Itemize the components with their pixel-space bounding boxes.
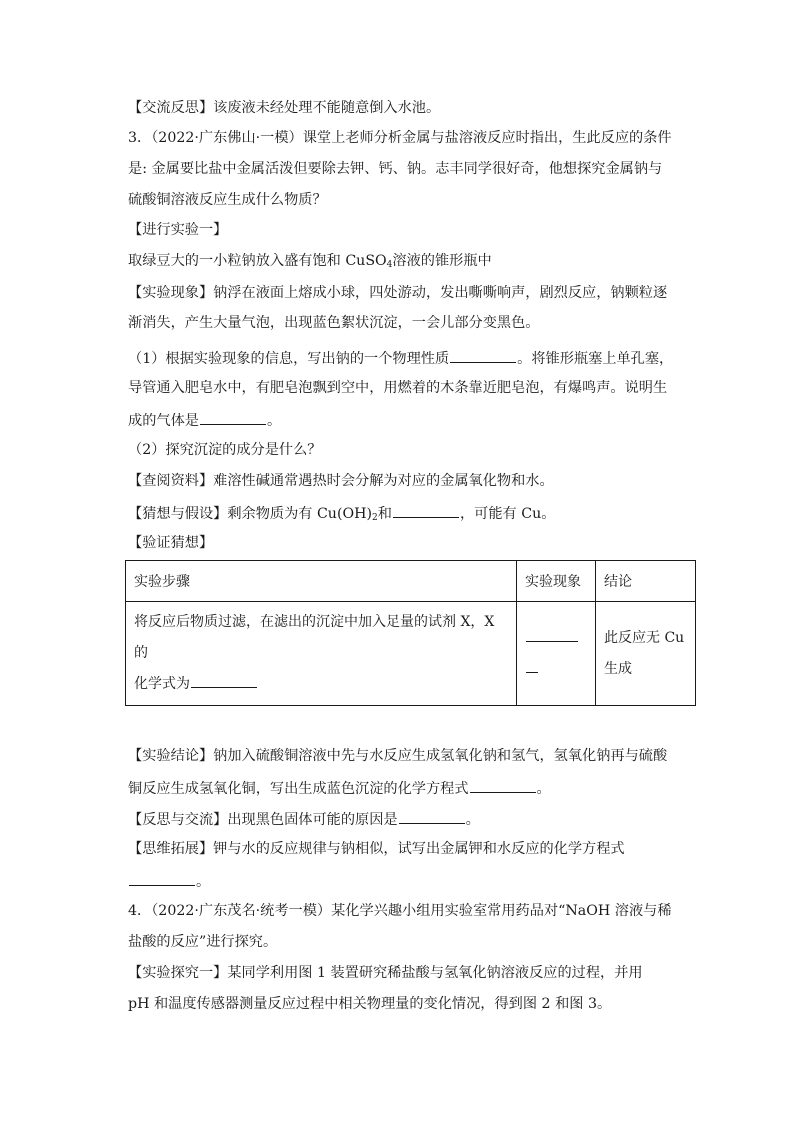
header-conclusion: 结论 <box>596 561 696 602</box>
header-phenomenon: 实验现象 <box>517 561 596 602</box>
phenomenon-cell <box>517 602 596 706</box>
gas-name-blank[interactable] <box>200 409 266 425</box>
conclusion-line-2: 铜反应生成氢氧化铜，写出生成蓝色沉淀的化学方程式 。 <box>128 777 551 799</box>
table-header-row <box>126 561 696 602</box>
hypothesis-blank[interactable] <box>393 502 459 518</box>
table-row <box>126 602 696 706</box>
reflection-line: 【反思与交流】出现黑色固体可能的原因是 。 <box>128 808 480 830</box>
phenomenon-blank[interactable] <box>526 626 578 642</box>
experiment-one-heading: 【进行实验一】 <box>128 222 228 238</box>
question-3-line-3: 硫酸铜溶液反应生成什么物质？ <box>128 192 327 208</box>
verify-hypothesis-heading: 【验证猜想】 <box>128 535 214 551</box>
experiment-one-procedure: 取绿豆大的一小粒钠放入盛有饱和 CuSO$_4$溶液的锥形瓶中 <box>128 253 492 270</box>
header-steps: 实验步骤 <box>126 561 517 602</box>
experiment-exploration-line-1: 【实验探究一】某同学利用图 1 装置研究稀盐酸与氢氧化钠溶液反应的过程，并用 <box>128 965 643 981</box>
reference-info-line: 【查阅资料】难溶性碱通常遇热时会分解为对应的金属氧化物和水。 <box>128 473 554 489</box>
phenomenon-blank-continued[interactable] <box>526 657 538 673</box>
subquestion-1-line-3: 成的气体是 。 <box>128 409 281 431</box>
extension-answer-line: 。 <box>128 870 210 892</box>
phenomenon-line-1: 【实验现象】钠浮在液面上熔成小球，四处游动，发出嘶嘶响声，剧烈反应，钠颗粒逐 <box>128 285 668 301</box>
black-solid-reason-blank[interactable] <box>399 808 465 824</box>
reagent-formula-blank[interactable] <box>191 672 257 688</box>
question-4-line-2: 盐酸的反应”进行探究。 <box>128 934 278 950</box>
experiment-exploration-line-2: pH 和温度传感器测量反应过程中相关物理量的变化情况，得到图 2 和图 3。 <box>128 996 612 1012</box>
verification-table <box>125 560 696 706</box>
conclusion-cell: 此反应无 Cu 生成 <box>596 602 696 706</box>
phenomenon-line-2: 渐消失，产生大量气泡，出现蓝色絮状沉淀，一会儿部分变黑色。 <box>128 315 540 331</box>
step-cell: 将反应后物质过滤，在滤出的沉淀中加入足量的试剂 X，X 的 化学式为 <box>126 602 517 706</box>
subquestion-2-line: （2）探究沉淀的成分是什么？ <box>128 442 322 458</box>
question-4-line-1: 4．（2022·广东茂名·统考一模）某化学兴趣小组用实验室常用药品对“NaOH 溶液与稀 <box>128 903 672 919</box>
hypothesis-line: 【猜想与假设】剩余物质为有 $Cu(OH)_2$和 ，可能有 Cu。 <box>128 502 555 524</box>
question-3-line-2: 是: 金属要比盐中金属活泼但要除去钾、钙、钠。志丰同学很好奇，他想探究金属钠与 <box>128 161 663 177</box>
conclusion-line-1: 【实验结论】钠加入硫酸铜溶液中先与水反应生成氢氧化钠和氢气，氢氧化钠再与硫酸 <box>128 748 668 764</box>
potassium-equation-blank[interactable] <box>129 870 195 886</box>
question-3-line-1: 3．（2022·广东佛山·一模）课堂上老师分析金属与盐溶液反应时指出，生此反应的条件 <box>128 130 672 146</box>
extension-line: 【思维拓展】钾与水的反应规律与钠相似，试写出金属钾和水反应的化学方程式 <box>128 841 625 857</box>
subquestion-1-line-1: （1）根据实验现象的信息，写出钠的一个物理性质 。将锥形瓶塞上单孔塞， <box>128 347 673 369</box>
exchange-reflection-line: 【交流反思】该废液未经处理不能随意倒入水池。 <box>128 100 441 116</box>
equation-blank[interactable] <box>470 777 536 793</box>
subquestion-1-line-2: 导管通入肥皂水中，有肥皂泡飘到空中，用燃着的木条靠近肥皂泡，有爆鸣声。说明生 <box>128 380 668 396</box>
physical-property-blank[interactable] <box>450 347 516 363</box>
